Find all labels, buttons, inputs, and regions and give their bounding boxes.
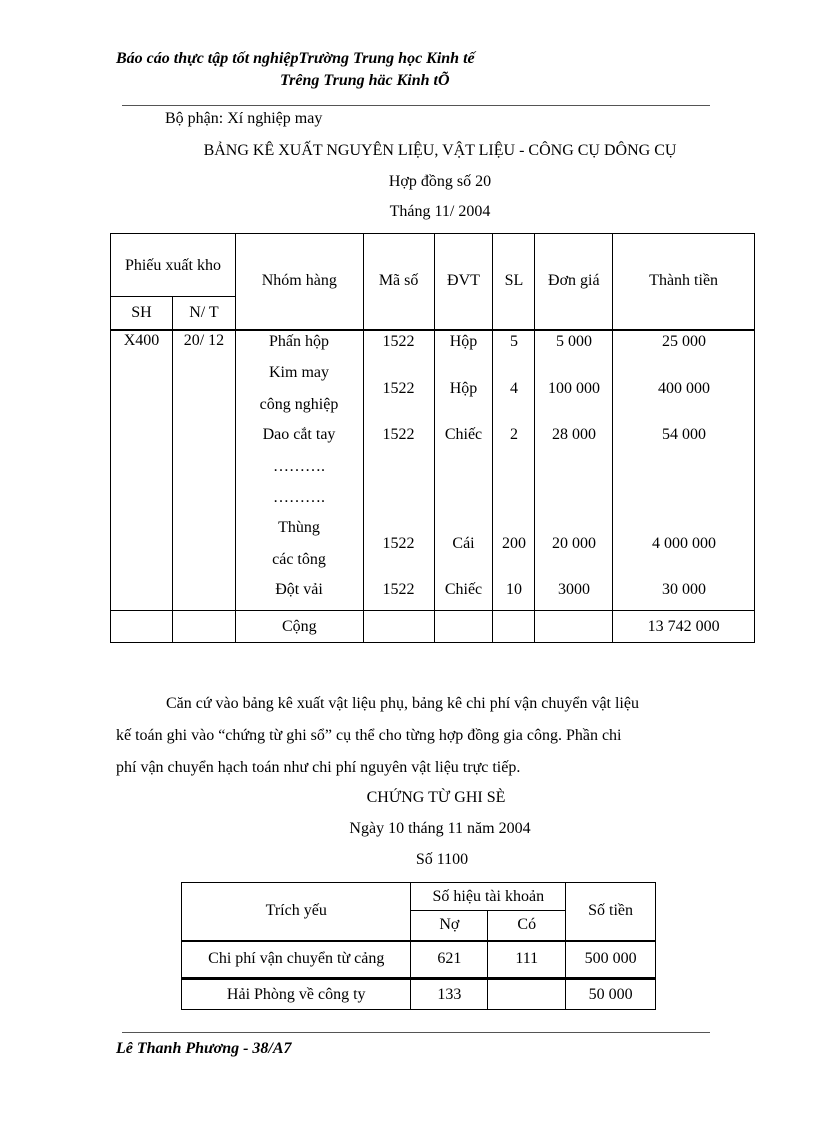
total-empty-2 [172,611,235,643]
row3-dvt: Chiếc [444,426,483,443]
contract-number: Hợp đồng số 20 [388,173,492,190]
row5-ellipsis: ………. [273,489,325,506]
v-row1-no: 621 [411,941,488,979]
header-so-hieu-tai-khoan: Số hiệu tài khoản [411,883,566,911]
row2-dvt: Hộp [449,380,478,397]
footer-author: Lê Thanh Phương - 38/A7 [116,1040,292,1057]
row6-nhom-hang-1: Thùng [278,519,320,536]
row7-don-gia: 3000 [558,581,590,598]
voucher-table [181,882,656,1010]
row7-dvt: Chiếc [444,581,483,598]
v-row2-no: 133 [411,979,488,1010]
header-trich-yeu: Trích yếu [182,883,411,941]
row2-don-gia: 100 000 [548,380,600,397]
v-row2-trich-yeu: Hải Phòng về công ty [182,979,411,1010]
voucher-number: Số 1100 [415,851,469,868]
total-empty-5 [493,611,535,643]
row1-dvt: Hộp [449,333,478,350]
cell-sh: X400 [111,330,173,611]
row3-ma-so: 1522 [382,426,415,443]
row1-ma-so: 1522 [382,333,415,350]
header-line-2: Trêng Trung häc Kinh tÕ [280,72,450,89]
v-row2-co [488,979,566,1010]
header-thanh-tien: Thành tiền [613,234,755,330]
row4-ellipsis: ………. [273,458,325,475]
row2-nhom-hang-1: Kim may [269,364,329,381]
total-value: 13 742 000 [613,611,755,643]
cell-nt: 20/ 12 [172,330,235,611]
header-sh: SH [111,297,173,330]
paragraph-line-1: Căn cứ vào bảng kê xuất vật liệu phụ, bảng kê chi phí vận chuyển vật liệu [166,695,639,712]
col-don-gia [535,330,613,611]
header-phieu-xuat-kho: Phiếu xuất kho [111,234,236,297]
v-row1-so-tien: 500 000 [566,941,656,979]
header-so-tien: Số tiền [566,883,656,941]
row6-don-gia: 20 000 [552,535,596,552]
row1-nhom-hang: Phấn hộp [269,333,329,350]
header-sl: SL [493,234,535,330]
v-row1-trich-yeu: Chi phí vận chuyển từ cảng [182,941,411,979]
row2-nhom-hang-2: công nghiệp [259,396,339,413]
col-sl [493,330,535,611]
row3-nhom-hang: Dao cắt tay [262,426,336,443]
header-nt: N/ T [172,297,235,330]
voucher-date: Ngày 10 tháng 11 năm 2004 [349,820,531,837]
header-line-1: Báo cáo thực tập tốt nghiệpTrường Trung học Kinh tế [116,50,475,67]
col-ma-so [363,330,434,611]
row3-sl: 2 [510,426,518,443]
row2-sl: 4 [510,380,518,397]
row6-nhom-hang-2: các tông [272,551,326,568]
row1-thanh-tien: 25 000 [662,333,706,350]
total-empty-1 [111,611,173,643]
voucher-title: CHỨNG TỪ GHI SÈ [366,789,506,806]
row1-sl: 5 [510,333,518,350]
row6-dvt: Cái [452,535,475,552]
col-dvt [434,330,493,611]
paragraph-line-3: phí vận chuyển hạch toán như chi phí nguyên vật liệu trực tiếp. [116,759,521,776]
paragraph-line-2: kế toán ghi vào “chứng từ ghi sổ” cụ thể cho từng hợp đồng gia công. Phần chi [116,727,622,744]
row2-thanh-tien: 400 000 [658,380,710,397]
row2-ma-so: 1522 [382,380,415,397]
v-row2-so-tien: 50 000 [566,979,656,1010]
header-rule [122,105,710,106]
header-don-gia: Đơn giá [535,234,613,330]
header-nhom-hang: Nhóm hàng [235,234,363,330]
document-title: BẢNG KÊ XUẤT NGUYÊN LIỆU, VẬT LIỆU - CÔNG CỤ DÔNG CỤ [203,142,677,159]
row6-thanh-tien: 4 000 000 [652,535,716,552]
row7-thanh-tien: 30 000 [662,581,706,598]
v-row1-co: 111 [488,941,566,979]
body-paragraph [116,688,716,784]
row1-don-gia: 5 000 [556,333,592,350]
total-empty-6 [535,611,613,643]
row6-ma-so: 1522 [382,535,415,552]
header-ma-so: Mã số [363,234,434,330]
total-empty-4 [434,611,493,643]
row7-sl: 10 [506,581,522,598]
row6-sl: 200 [502,535,526,552]
department-label: Bộ phận: Xí nghiệp may [165,110,323,127]
row3-don-gia: 28 000 [552,426,596,443]
header-co: Có [488,911,566,941]
total-empty-3 [363,611,434,643]
row7-ma-so: 1522 [382,581,415,598]
row3-thanh-tien: 54 000 [662,426,706,443]
header-no: Nợ [411,911,488,941]
total-label: Cộng [235,611,363,643]
month-label: Tháng 11/ 2004 [389,203,491,220]
header-dvt: ĐVT [434,234,493,330]
row7-nhom-hang: Đột vải [275,581,323,598]
col-thanh-tien [613,330,755,611]
footer-rule [122,1032,710,1033]
